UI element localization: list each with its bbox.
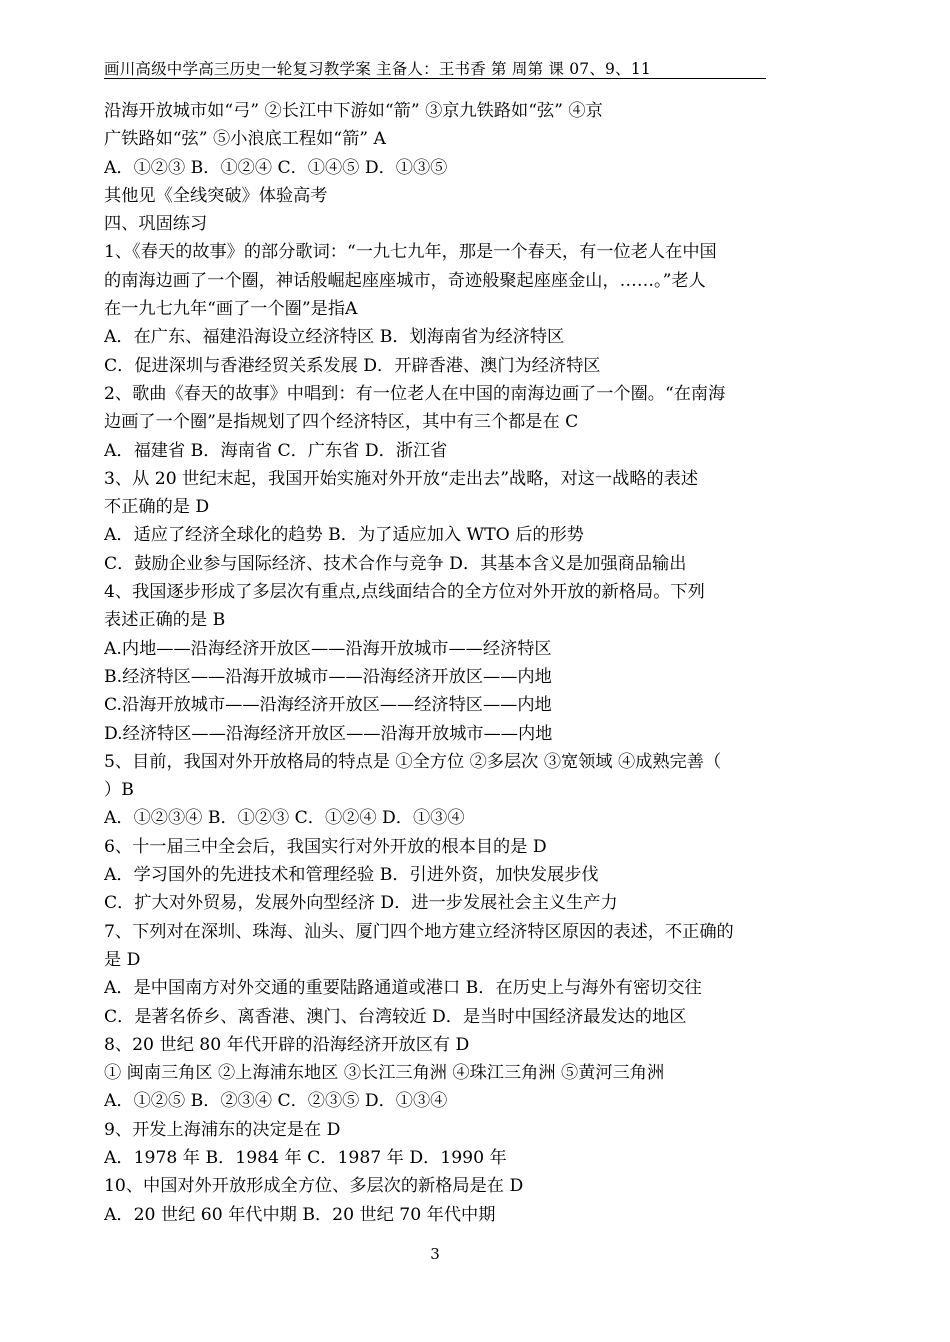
question-text: 10、中国对外开放形成全方位、多层次的新格局是在 D bbox=[104, 1176, 524, 1197]
section-heading: 四、巩固练习 bbox=[104, 214, 208, 235]
question-text: 9、开发上海浦东的决定是在 D bbox=[104, 1119, 341, 1140]
page-header: 画川高级中学高三历史一轮复习教学案 主备人：王书香 第 周第 课 07、9、11 bbox=[104, 60, 651, 78]
answer-options: C．鼓励企业参与国际经济、技术合作与竞争 D．其基本含义是加强商品输出 bbox=[104, 553, 687, 574]
header-rule bbox=[104, 78, 766, 79]
answer-options: A．20 世纪 60 年代中期 B．20 世纪 70 年代中期 bbox=[104, 1204, 496, 1225]
question-text: 边画了一个圈”是指规划了四个经济特区，其中有三个都是在 C bbox=[104, 412, 579, 433]
question-text: 3、从 20 世纪末起，我国开始实施对外开放“走出去”战略，对这一战略的表述 bbox=[104, 468, 699, 489]
question-text: 的南海边画了一个圈，神话般崛起座座城市，奇迹般聚起座座金山，……。”老人 bbox=[104, 270, 706, 291]
answer-options: C．扩大对外贸易，发展外向型经济 D．进一步发展社会主义生产力 bbox=[104, 893, 618, 914]
question-text: 2、歌曲《春天的故事》中唱到：有一位老人在中国的南海边画了一个圈。“在南海 bbox=[104, 383, 726, 404]
document-page bbox=[104, 0, 766, 1342]
text-line: A．①②③ B．①②④ C．①④⑤ D．①③⑤ bbox=[104, 157, 448, 178]
page-content bbox=[104, 97, 766, 1229]
answer-options: A．①②⑤ B．②③④ C．②③⑤ D．①③④ bbox=[104, 1091, 448, 1112]
answer-options: A.内地——沿海经济开放区——沿海开放城市——经济特区 bbox=[104, 638, 552, 659]
question-text: 7、下列对在深圳、珠海、汕头、厦门四个地方建立经济特区原因的表述，不正确的 bbox=[104, 921, 734, 942]
question-text: 在一九七九年“画了一个圈”是指A bbox=[104, 299, 358, 320]
question-text: ① 闽南三角区 ②上海浦东地区 ③长江三角洲 ④珠江三角洲 ⑤黄河三角洲 bbox=[104, 1063, 665, 1084]
question-text: 4、我国逐步形成了多层次有重点,点线面结合的全方位对外开放的新格局。下列 bbox=[104, 582, 705, 603]
question-text: 不正确的是 D bbox=[104, 497, 210, 518]
answer-options: C．是著名侨乡、离香港、澳门、台湾较近 D．是当时中国经济最发达的地区 bbox=[104, 1006, 687, 1027]
answer-options: A．在广东、福建沿海设立经济特区 B．划海南省为经济特区 bbox=[104, 327, 565, 348]
question-text: 6、十一届三中全会后，我国实行对外开放的根本目的是 D bbox=[104, 836, 547, 857]
text-line: 沿海开放城市如“弓” ②长江中下游如“箭” ③京九铁路如“弦” ④京 bbox=[104, 101, 603, 121]
answer-options: A．适应了经济全球化的趋势 B．为了适应加入 WTO 后的形势 bbox=[104, 525, 584, 546]
answer-options: D.经济特区——沿海经济开放区——沿海开放城市——内地 bbox=[104, 723, 553, 744]
text-line: 其他见《全线突破》体验高考 bbox=[104, 185, 328, 206]
answer-options: A．1978 年 B．1984 年 C．1987 年 D．1990 年 bbox=[104, 1147, 507, 1168]
answer-options: A．学习国外的先进技术和管理经验 B．引进外资，加快发展步伐 bbox=[104, 865, 599, 886]
question-text: 5、目前，我国对外开放格局的特点是 ①全方位 ②多层次 ③宽领域 ④成熟完善（ bbox=[104, 751, 722, 772]
question-text: 1、《春天的故事》的部分歌词：“一九七九年，那是一个春天，有一位老人在中国 bbox=[104, 242, 717, 263]
answer-options: C．促进深圳与香港经贸关系发展 D．开辟香港、澳门为经济特区 bbox=[104, 355, 601, 376]
answer-options: B.经济特区——沿海开放城市——沿海经济开放区——内地 bbox=[104, 666, 552, 687]
question-text: 是 D bbox=[104, 949, 141, 970]
question-text: ）B bbox=[104, 780, 134, 801]
answer-options: A．福建省 B．海南省 C．广东省 D．浙江省 bbox=[104, 440, 448, 461]
answer-options: A．是中国南方对外交通的重要陆路通道或港口 B．在历史上与海外有密切交往 bbox=[104, 978, 702, 999]
question-text: 8、20 世纪 80 年代开辟的沿海经济开放区有 D bbox=[104, 1034, 470, 1055]
page-number: 3 bbox=[430, 1245, 440, 1263]
answer-options: C.沿海开放城市——沿海经济开放区——经济特区——内地 bbox=[104, 695, 552, 716]
text-line: 广铁路如“弦” ⑤小浪底工程如“箭” A bbox=[104, 129, 386, 150]
question-text: 表述正确的是 B bbox=[104, 610, 226, 631]
answer-options: A．①②③④ B．①②③ C．①②④ D．①③④ bbox=[104, 808, 465, 829]
